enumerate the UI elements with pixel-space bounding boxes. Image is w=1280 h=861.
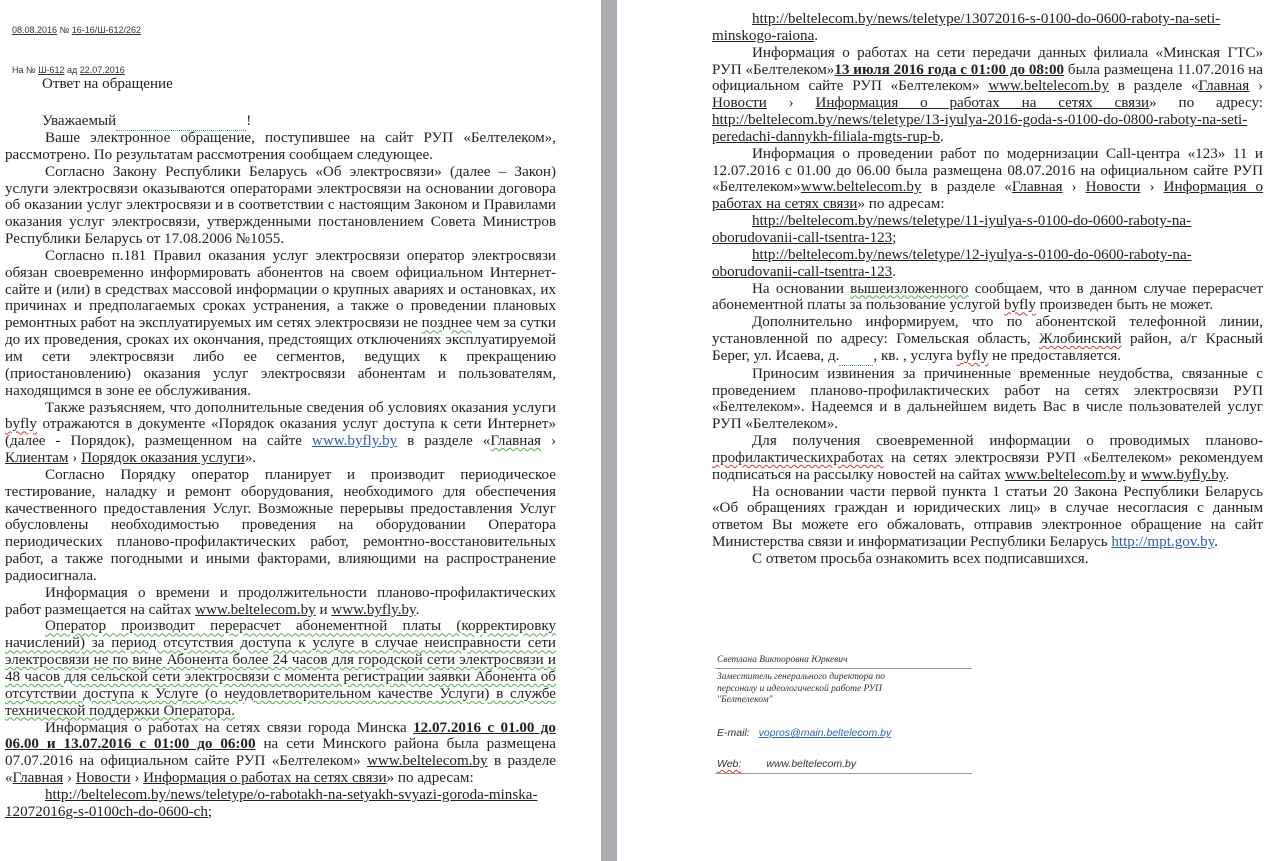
text-run: 12.07.2016 с 01.00 до 06.00 и 13.07.2016 с 01:00 до 06:00 — [5, 719, 556, 753]
hyperlink[interactable]: http://mpt.gov.by — [1111, 534, 1215, 551]
text-run: › — [1249, 78, 1263, 95]
text-run: Жлобинский — [1038, 331, 1122, 348]
text-run: Клиентам — [5, 450, 69, 467]
outgoing-number: 16-16/Ш-612/262 — [71, 25, 142, 35]
hyperlink[interactable]: http://beltelecom.by/news/teletype/13072016-s-0100-do-0600-raboty-na-seti-minskogo-raiona — [712, 11, 1221, 44]
text-run: ; — [892, 229, 897, 246]
text-run: и — [1125, 466, 1142, 483]
paragraph — [5, 248, 556, 400]
text-run: Информация о работах на сети передачи данных филиала «Минская ГТС» РУП «Белтелеком» — [712, 44, 1263, 78]
text-run: Для получения своевременной информации о проводимых планово- — [752, 433, 1263, 450]
hyperlink[interactable]: http://beltelecom.by/news/teletype/11-iyulya-s-0100-do-0600-raboty-na-oborudovanii-call-tsentra-123 — [712, 213, 1192, 246]
paragraph — [5, 618, 556, 719]
paragraph — [712, 213, 1263, 247]
signature-divider — [715, 668, 972, 669]
text-run: Дополнительно информируем, что по абонентской телефонной линии, установленной по адресу: Гомельская область, — [712, 314, 1263, 348]
paragraph — [712, 366, 1263, 433]
text-run: произведен быть не может. — [1035, 297, 1214, 314]
text-run: Информация о работах на сетях связи города Минска — [45, 719, 414, 736]
hyperlink[interactable]: www.beltelecom.by — [195, 601, 316, 618]
text-run: район, а/г Красный Берег, ул. Исаева, д. — [712, 331, 1263, 364]
text-run: ». — [244, 450, 257, 467]
text-run: Информация о времени и продолжительности планово-профилактических работ размещается на сайтах — [5, 584, 556, 618]
text-run: Ваше электронное обращение, поступившее на сайт РУП «Белтелеком», рассмотрено. По результатам рассмотрения сообщаем следующее. — [5, 130, 556, 163]
web-label: Web: — [717, 758, 742, 770]
hyperlink[interactable]: www.beltelecom.by — [988, 78, 1109, 95]
document-page-right — [617, 0, 1280, 861]
text-run: » по адресу: — [1149, 95, 1263, 112]
text-run: › — [1062, 179, 1086, 196]
web-row — [717, 758, 856, 770]
text-run: в разделе « — [1108, 78, 1199, 95]
text-run: » по адресам: — [386, 770, 474, 787]
text-run: С ответом просьба ознакомить всех подписавшихся. — [752, 551, 1089, 567]
text-run: byfly — [956, 347, 989, 364]
incoming-from: ад — [66, 65, 78, 75]
hyperlink[interactable]: http://beltelecom.by/news/teletype/o-rabotakh-na-setyakh-svyazi-goroda-minska-12072016g-s-0100ch-do-0600-ch — [5, 786, 538, 820]
text-run: ; — [207, 803, 213, 820]
text-run: › — [130, 770, 144, 787]
text-run: и — [315, 601, 332, 618]
hyperlink[interactable]: www.byfly.by — [331, 601, 416, 618]
paragraph — [712, 281, 1263, 315]
text-run: вышеизложенного — [850, 280, 969, 297]
incoming-reference — [12, 65, 125, 75]
position-line: персоналу и идеологической работе РУП — [717, 683, 882, 694]
text-run: позднее — [421, 315, 473, 332]
text-run: Новости — [1085, 179, 1141, 196]
paragraph — [712, 11, 1263, 45]
hyperlink[interactable]: www.beltelecom.by — [367, 753, 488, 770]
text-run: . — [814, 27, 819, 44]
hyperlink[interactable]: http://beltelecom.by/news/teletype/12-iyulya-s-0100-do-0600-raboty-na-oborudovanii-call-tsentra-123 — [712, 246, 1192, 280]
text-run: Информация о работах на сетях связи — [143, 770, 387, 787]
outgoing-reference — [12, 25, 141, 35]
email-label: E-mail: — [717, 727, 750, 739]
paragraph — [5, 130, 556, 164]
paragraph — [5, 720, 556, 787]
letter-body-right — [712, 11, 1263, 568]
text-run: в разделе « — [921, 179, 1012, 196]
text-run: › — [766, 95, 816, 112]
text-run: сообщаем, что в данном случае перерасчет абонементной платы за пользование услугой — [712, 280, 1263, 314]
document-title: Ответ на обращение — [42, 76, 173, 92]
text-run: Оператор производит перерасчет абонементной платы (корректировку начислений) за период отсутствия доступа к услуге в случае неисправности сети электросвязи не по вине Абонента более 24 часов для городской сети электросвязи и 48 часов для сельской сети электросвязи с момента регистрации заявки Абонента об отсутствии доступа к Услуге (о неудовлетворительном качестве Услуги) в службе технической поддержки Оператора. — [5, 618, 556, 719]
text-run: не предоставляется. — [988, 347, 1121, 364]
text-run: отражаются в документе «Порядок оказания услуг доступа к сети Интернет» (далее - Порядок), размещенном на сайте — [5, 416, 556, 450]
hyperlink[interactable]: http://beltelecom.by/news/teletype/13-iyulya-2016-goda-s-0100-do-0800-raboty-na-seti-peredachi-dannykh-filiala-mgts-rup-b — [712, 112, 1248, 145]
paragraph — [712, 433, 1263, 484]
text-run: , кв. , услуга — [873, 347, 957, 364]
paragraph — [5, 164, 556, 248]
greeting-end: ! — [246, 113, 252, 129]
outgoing-date: 08.08.2016 — [12, 25, 58, 35]
text-run: › — [68, 450, 82, 467]
text-run: . — [415, 601, 420, 618]
text-run: » по адресам: — [857, 196, 945, 213]
text-run: Главная — [490, 433, 541, 450]
recipient-blank — [116, 113, 246, 131]
position-line: "Белтелеком" — [717, 695, 773, 705]
text-run: 13 июля 2016 года с 01:00 до 08:00 — [834, 61, 1065, 78]
paragraph — [5, 787, 556, 821]
text-run: в разделе « — [5, 753, 556, 787]
text-run: Новости — [712, 95, 767, 112]
hyperlink[interactable]: www.byfly.by — [1141, 466, 1226, 483]
text-run: На основании — [752, 280, 851, 297]
text-run: Приносим извинения за причиненные временные неудобства, связанные с проведением планово-профилактических работ на сетях электросвязи РУП «Белтелеком». Надеемся и в дальнейшем видеть Вас в числе пользователей услуг РУП «Белтелеком». — [712, 365, 1263, 433]
paragraph — [712, 45, 1263, 146]
document-page-left — [0, 0, 601, 861]
greeting-word: Уважаемый — [42, 113, 117, 129]
incoming-number: Ш-612 — [38, 65, 65, 75]
signature-divider — [715, 773, 972, 774]
text-run: › — [63, 770, 76, 787]
text-run: › — [541, 433, 557, 450]
paragraph — [712, 314, 1263, 366]
text-run: была размещена 11.07.2016 на официальном сайте РУП «Белтелеком» — [712, 61, 1263, 95]
text-run: . — [940, 128, 944, 145]
text-run: Новости — [75, 770, 131, 787]
paragraph — [5, 400, 556, 467]
text-run: Главная — [1198, 78, 1250, 95]
paragraph — [5, 467, 556, 585]
text-run: Главная — [12, 770, 64, 787]
text-run: byfly — [1004, 297, 1036, 314]
text-run: профилактическихработах — [712, 449, 884, 466]
hyperlink[interactable]: www.beltelecom.by — [1004, 466, 1126, 483]
text-run: Согласно п.181 Правил оказания услуг электросвязи оператор электросвязи обязан своевременно информировать абонентов на своем официальном Интернет-сайте и (или) в средствах массовой информации о крупных авариях и остановках, их причинах и предполагаемых сроках устранения, а также о проведении плановых ремонтных работ на эксплуатируемых им сетях электросвязи не — [5, 247, 556, 332]
text-run: › — [1140, 179, 1164, 196]
email-row — [717, 727, 891, 739]
text-run: на сети Минского района была размещена 07.07.2016 на официальном сайте РУП «Белтелеком» — [5, 736, 556, 770]
text-run: Информация о работах на сетях связи — [712, 179, 1264, 213]
hyperlink[interactable]: www.beltelecom.by — [800, 179, 922, 196]
paragraph — [5, 585, 556, 619]
text-run: Согласно Закону Республики Беларусь «Об электросвязи» (далее – Закон) услуги электросвязи оказываются операторами электросвязи на основании договора об оказании услуг электросвязи и в соответствии с настоящим Законом и Правилами оказания услуг электросвязи, утвержденными постановлением Совета Министров Республики Беларусь от 17.08.2006 №1055. — [5, 163, 556, 248]
text-run: Согласно Порядку оператор планирует и производит периодическое тестирование, наладку и ремонт оборудования, необходимого для обеспечения качественного предоставления Услуг. Возможные перерывы предоставления Услуг обусловлены необходимостью проведения на оборудовании Оператора периодических планово-профилактических работ, ремонтно-восстановительных работ, а также погодными и иными факторами, влияющими на распространение радиосигнала. — [5, 466, 556, 584]
text-run: Также разъясняем, что дополнительные сведения об условиях оказания услуги — [45, 399, 556, 416]
incoming-date: 22.07.2016 — [79, 65, 125, 75]
paragraph — [712, 247, 1263, 281]
hyperlink[interactable]: www.byfly.by — [311, 433, 398, 450]
text-run: в разделе « — [397, 433, 491, 450]
text-run: Информация о проведении работ по модернизации Call-центра «123» 11 и 12.07.2016 с 01.00 до 06.00 была размещена 08.07.2016 на официальном сайте РУП «Белтелеком» — [712, 145, 1263, 196]
web-address: www.beltelecom.by — [766, 758, 857, 770]
incoming-prefix: На № — [12, 65, 36, 75]
text-run: . — [1214, 534, 1219, 551]
signatory-position — [717, 672, 885, 707]
page-gutter — [601, 0, 617, 861]
position-line: Заместитель генерального директора по — [717, 672, 886, 682]
text-run: . — [1225, 466, 1230, 483]
paragraph — [712, 484, 1263, 551]
paragraph — [712, 146, 1263, 213]
text-run: чем за сутки до их проведения, сроках их окончания, предстоящих отключениях эксплуатируемой им сети электросвязи либо ее сегментов, ведущих к прекращению (приостановлению) оказания услуг электросвязи абонентам и пользователям, находящимся в зоне ее обслуживания. — [5, 315, 557, 399]
text-run: Главная — [1011, 179, 1063, 196]
number-sign: № — [59, 25, 70, 35]
blank-field — [839, 348, 873, 366]
text-run: Порядок оказания услуги — [81, 450, 245, 467]
text-run: Информация о работах на сетях связи — [815, 95, 1150, 112]
letter-body-left — [5, 130, 556, 821]
text-run: На основании части первой пункта 1 статьи 20 Закона Республики Беларусь «Об обращениях граждан и юридических лиц» в случае несогласия с данным ответом Вы можете его обжаловать, отправив электронное обращение на сайт Министерства связи и информатизации Республики Беларусь — [712, 483, 1263, 551]
text-run: . — [892, 263, 897, 280]
signatory-name: Светлана Викторовна Юркевич — [717, 655, 848, 665]
text-run: byfly — [5, 416, 37, 433]
greeting — [42, 113, 251, 131]
paragraph — [712, 551, 1263, 568]
email-link[interactable]: vopros@main.beltelecom.by — [758, 727, 892, 739]
text-run: на сетях электросвязи РУП «Белтелеком» рекомендуем подписаться на рассылку новостей на сайтах — [712, 449, 1263, 483]
